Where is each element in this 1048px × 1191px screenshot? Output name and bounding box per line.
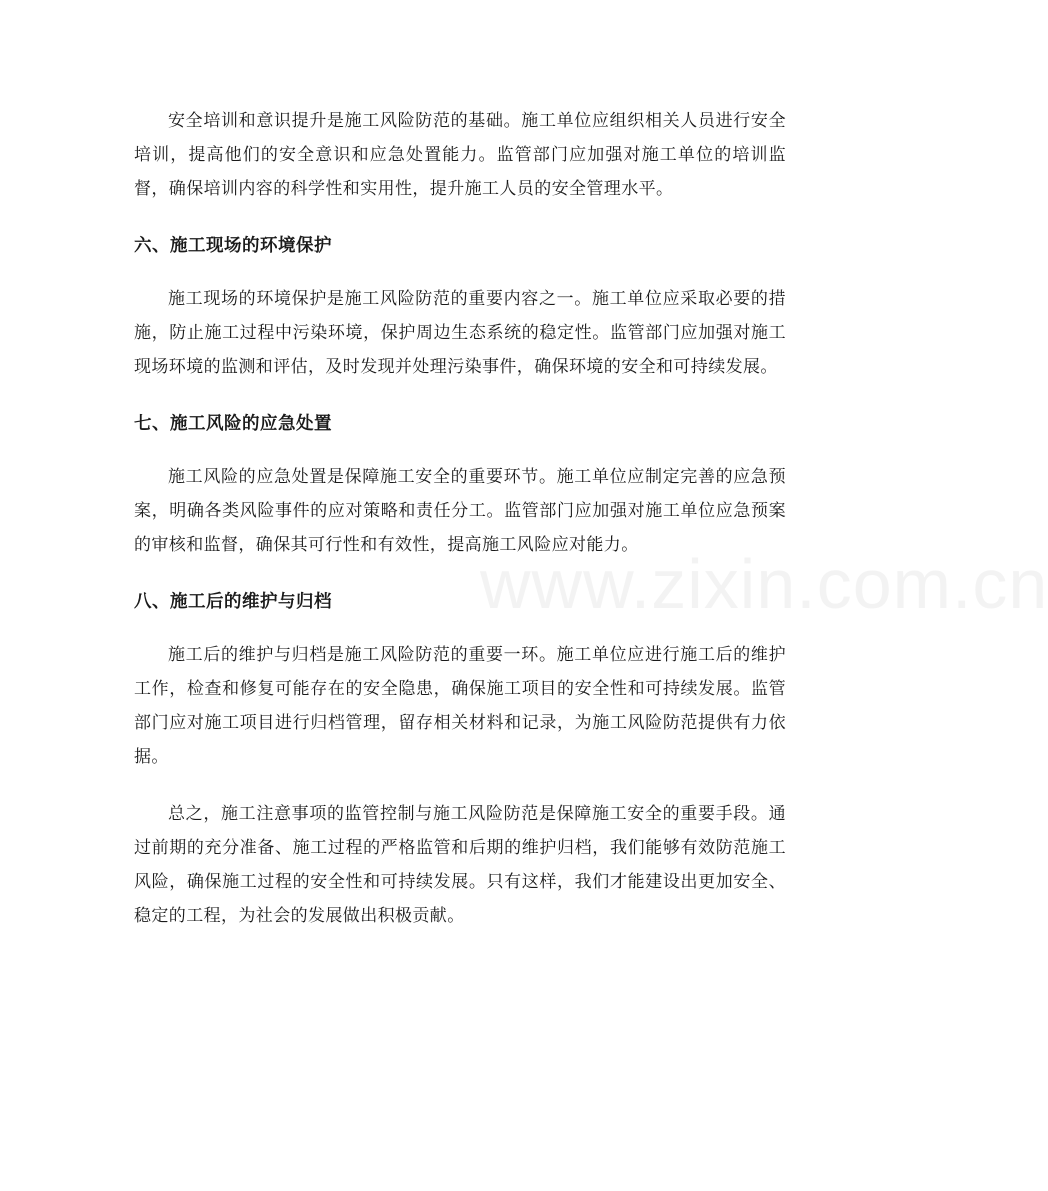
section-heading-emergency: 七、施工风险的应急处置 xyxy=(134,414,332,434)
paragraph-maintenance: 施工后的维护与归档是施工风险防范的重要一环。施工单位应进行施工后的维护工作，检查和修复可能存在的安全隐患，确保施工项目的安全性和可持续发展。监管部门应对施工项目进行归档管理，留存相关材料和记录，为施工风险防范提供有力依据。 xyxy=(134,645,786,767)
watermark: www.zixin.com.cn xyxy=(480,545,1048,623)
paragraph-environment: 施工现场的环境保护是施工风险防范的重要内容之一。施工单位应采取必要的措施，防止施工过程中污染环境，保护周边生态系统的稳定性。监管部门应加强对施工现场环境的监测和评估，及时发现并处理污染事件，确保环境的安全和可持续发展。 xyxy=(134,289,786,377)
document-body xyxy=(134,104,786,933)
paragraph-conclusion: 总之，施工注意事项的监管控制与施工风险防范是保障施工安全的重要手段。通过前期的充分准备、施工过程的严格监管和后期的维护归档，我们能够有效防范施工风险，确保施工过程的安全性和可持续发展。只有这样，我们才能建设出更加安全、稳定的工程，为社会的发展做出积极贡献。 xyxy=(134,804,786,926)
paragraph-emergency: 施工风险的应急处置是保障施工安全的重要环节。施工单位应制定完善的应急预案，明确各类风险事件的应对策略和责任分工。监管部门应加强对施工单位应急预案的审核和监督，确保其可行性和有效性，提高施工风险应对能力。 xyxy=(134,467,786,555)
section-heading-maintenance: 八、施工后的维护与归档 xyxy=(134,592,332,612)
section-heading-environment: 六、施工现场的环境保护 xyxy=(134,236,332,256)
paragraph-safety-training: 安全培训和意识提升是施工风险防范的基础。施工单位应组织相关人员进行安全培训，提高他们的安全意识和应急处置能力。监管部门应加强对施工单位的培训监督，确保培训内容的科学性和实用性，提升施工人员的安全管理水平。 xyxy=(134,111,786,199)
